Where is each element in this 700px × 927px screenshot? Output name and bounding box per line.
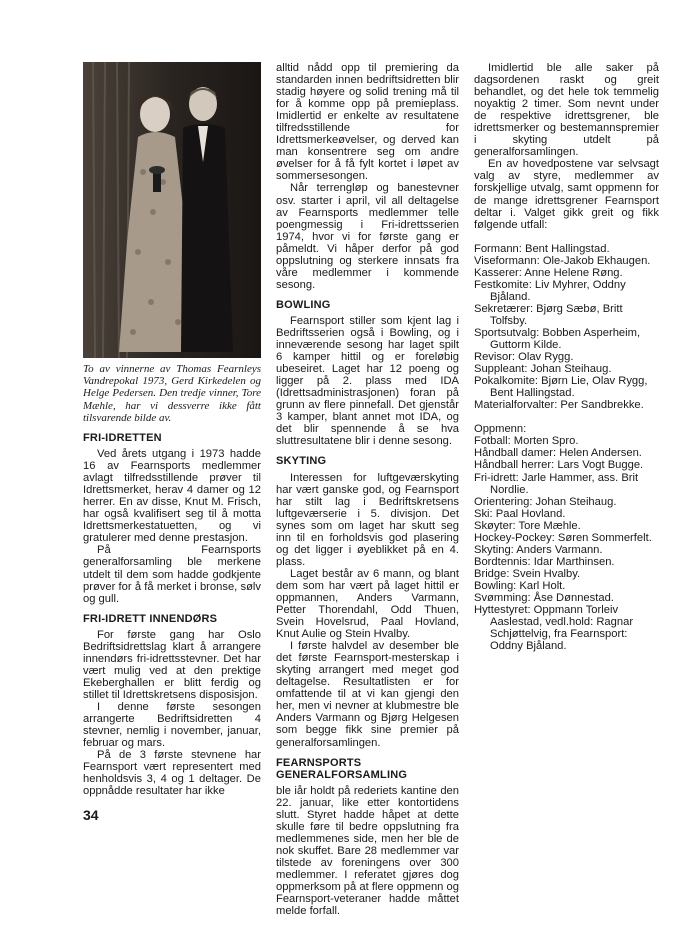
list-item: Materialforvalter: Per Sandbrekke.	[474, 399, 644, 412]
oppmenn-heading: Oppmenn:	[474, 423, 527, 436]
heading-generalforsamling-line2: GENERALFORSAMLING	[276, 768, 408, 781]
paragraph: Interessen for luftgeværskyting har vært ganske god, og Fearnsport har stilt lag i Bedriftskretsens luftgeværserie i 5. divisjon. Det synes som om laget har skutt seg inn til en forholdsvis god plasering og det ligger i øyeblikket på en 4. plass.	[276, 471, 459, 568]
page-number: 34	[83, 807, 99, 823]
paragraph: I første halvdel av desember ble det første Fearnsport-mesterskap i skyting arrangert med meget god deltagelse. Resultatlisten er for omfattende til at vi kan gjengi den her, men vi nevner at klubmestre ble Anders Varmann og Bjørg Helgesen som begge fikk sine premier på generalforsamlingen.	[276, 640, 459, 749]
heading-skyting: SKYTING	[276, 455, 327, 468]
list-item: Fri-idrett: Jarle Hammer, ass. Brit Nordlie.	[474, 471, 639, 496]
heading-fri-idrett-innendors: FRI-IDRETT INNENDØRS	[83, 612, 218, 625]
list-item: Bridge: Svein Hvalby.	[474, 567, 581, 580]
paragraph: ble iår holdt på rederiets kantine den 22. januar, like etter kontortidens slutt. Styret hadde håpet at dette skulle føre til bedre oppslutning fra medlemmenes side, men her ble de nok skuffet. Bare 28 medlemmer var tilstede av foreningens over 300 medlemmer. I referatet gjøres dog oppmerksom på at flere oppmenn og Fearnsport-veteraner hadde måttet melde forfall.	[276, 784, 459, 918]
photo-caption	[83, 363, 261, 424]
paragraph: alltid nådd opp til premiering da standarden innen bedriftsidretten blir stadig høyere og solid trening må til for å komme opp på premieplass. Imidlertid er enkelte av resultatene tilfredsstillende for Idrettsmerkeøvelser, og derved kan man konsentrere seg om andre øvelser for å få fylt kortet i løpet av sommersesongen.	[276, 62, 459, 183]
paragraph: Imidlertid ble alle saker på dagsordenen raskt og greit behandlet, og det hele tok temmelig noyaktig 2 timer. Som nevnt under de respektive idrettsgrener, ble idrettsmerker og bestemannspremier i skyting utdelt på generalforsamlingen.	[474, 62, 659, 159]
board-list	[474, 243, 659, 412]
paragraph: For første gang har Oslo Bedriftsidrettslag klart å arrangere innendørs fri-idrettsstevner. Det har vært mulig ved at den prektige Ekeberghallen er blitt ferdig og stillet til Idrettskretsens disposisjon.	[83, 628, 261, 701]
list-item: Pokalkomite: Bjørn Lie, Olav Rygg, Bent Hallingstad.	[474, 375, 648, 400]
paragraph: Fearnsport stiller som kjent lag i Bedriftsserien også i Bowling, og i inneværende sesong har laget spilt 6 kamper hittil og er foreløbig ubeseiret. Laget har 12 poeng og ligger på 2. plass med IDA (Idrettsadministrasjonen) foran på grunn av flere pinnefall. Det gjenstår 3 kamper, blant annet mot IDA, og det blir spennende å se hva sluttresultatene blir i denne sesong.	[276, 314, 459, 448]
list-item: Hyttestyret: Oppmann Torleiv Aaslestad, vedl.hold: Ragnar Schjøttelvig, fra Fearnsport: Oddny Bjåland.	[474, 604, 634, 653]
photo-award-winners	[83, 62, 261, 358]
column-1	[83, 62, 261, 797]
list-item: Revisor: Olav Rygg.	[474, 351, 574, 364]
list-item: Suppleant: Johan Steihaug.	[474, 363, 612, 376]
oppmenn-list	[474, 435, 659, 652]
heading-fri-idretten: FRI-IDRETTEN	[83, 432, 162, 445]
paragraph: I denne første sesongen arrangerte Bedriftsidretten 4 stevner, nemlig i november, januar, februar og mars.	[83, 701, 261, 750]
list-item: Håndball damer: Helen Andersen.	[474, 447, 642, 460]
heading-bowling: BOWLING	[276, 298, 331, 311]
list-item: Hockey-Pockey: Søren Sommerfelt.	[474, 531, 652, 544]
paragraph: Ved årets utgang i 1973 hadde 16 av Fearnsports medlemmer avlagt tilfredsstillende prøver til Idrettsmerket, herav 4 damer og 12 herrer. En av disse, Knut M. Frisch, har også kvalifisert seg til å motta Idrettsmerkestatuetten, og vi gratulerer med denne prestasjon.	[83, 448, 261, 545]
photo-illustration	[83, 62, 261, 358]
column-3	[474, 62, 659, 652]
list-item: Bordtennis: Idar Marthinsen.	[474, 555, 615, 568]
list-item: Ski: Paal Hovland.	[474, 507, 566, 520]
list-item: Viseformann: Ole-Jakob Ekhaugen.	[474, 254, 651, 267]
list-item: Skyting: Anders Varmann.	[474, 543, 603, 556]
list-item: Bowling: Karl Holt.	[474, 579, 566, 592]
paragraph: På de 3 første stevnene har Fearnsport vært representert med henholdsvis 3, 4 og 1 deltager. De oppnådde resultater har ikke	[83, 749, 261, 798]
list-item: Fotball: Morten Spro.	[474, 435, 579, 448]
list-item: Festkomite: Liv Myhrer, Oddny Bjåland.	[474, 278, 626, 303]
list-item: Sportsutvalg: Bobben Asperheim, Guttorm Kilde.	[474, 326, 641, 352]
list-item: Formann: Bent Hallingstad.	[474, 242, 610, 255]
list-item: Svømming: Åse Dønnestad.	[474, 591, 614, 604]
paragraph: Laget består av 6 mann, og blant dem som har vært på laget hittil er oppmannen, Anders Varmann, Petter Thorendahl, Odd Thuen, Svein Hovelsrud, Paal Hovland, Knut Aulie og Stein Hvalby.	[276, 567, 459, 641]
list-item: Sekretærer: Bjørg Sæbø, Britt Tolfsby.	[474, 302, 623, 327]
caption-text: To av vinnerne av Thomas Fearnleys Vandrepokal 1973, Gerd Kirkedelen og Helge Pedersen. Den tredje vinner, Tore Mæhle, har vi dessverre ikke fått tilsvarende bilde av.	[83, 363, 261, 424]
list-item: Kasserer: Anne Helene Røng.	[474, 266, 623, 279]
paragraph: På Fearnsports generalforsamling ble merkene utdelt til dem som hadde godkjente prøver for å få merket i bronse, sølv og gull.	[83, 544, 261, 605]
heading-generalforsamling-line1: FEARNSPORTS	[276, 756, 362, 769]
list-item: Håndball herrer: Lars Vogt Bugge.	[474, 459, 644, 472]
paragraph: Når terrengløp og banestevner osv. starter i april, vil all deltagelse av Fearnsports medlemmer telle poengmessig i Fri-idrettsserien 1974, hvor vi for første gang er påmeldt. Vi håper derfor på god oppslutning og sterkere innsats fra våre medlemmer i kommende sesong.	[276, 182, 459, 291]
column-2	[276, 62, 459, 917]
list-item: Skøyter: Tore Mæhle.	[474, 519, 581, 532]
paragraph: En av hovedpostene var selvsagt valg av styre, medlemmer av forskjellige utvalg, samt oppmenn for de mange idrettsgrener Fearnsport deltar i. Valget gikk greit og fikk følgende utfall:	[474, 158, 659, 231]
list-item: Orientering: Johan Steihaug.	[474, 495, 617, 508]
